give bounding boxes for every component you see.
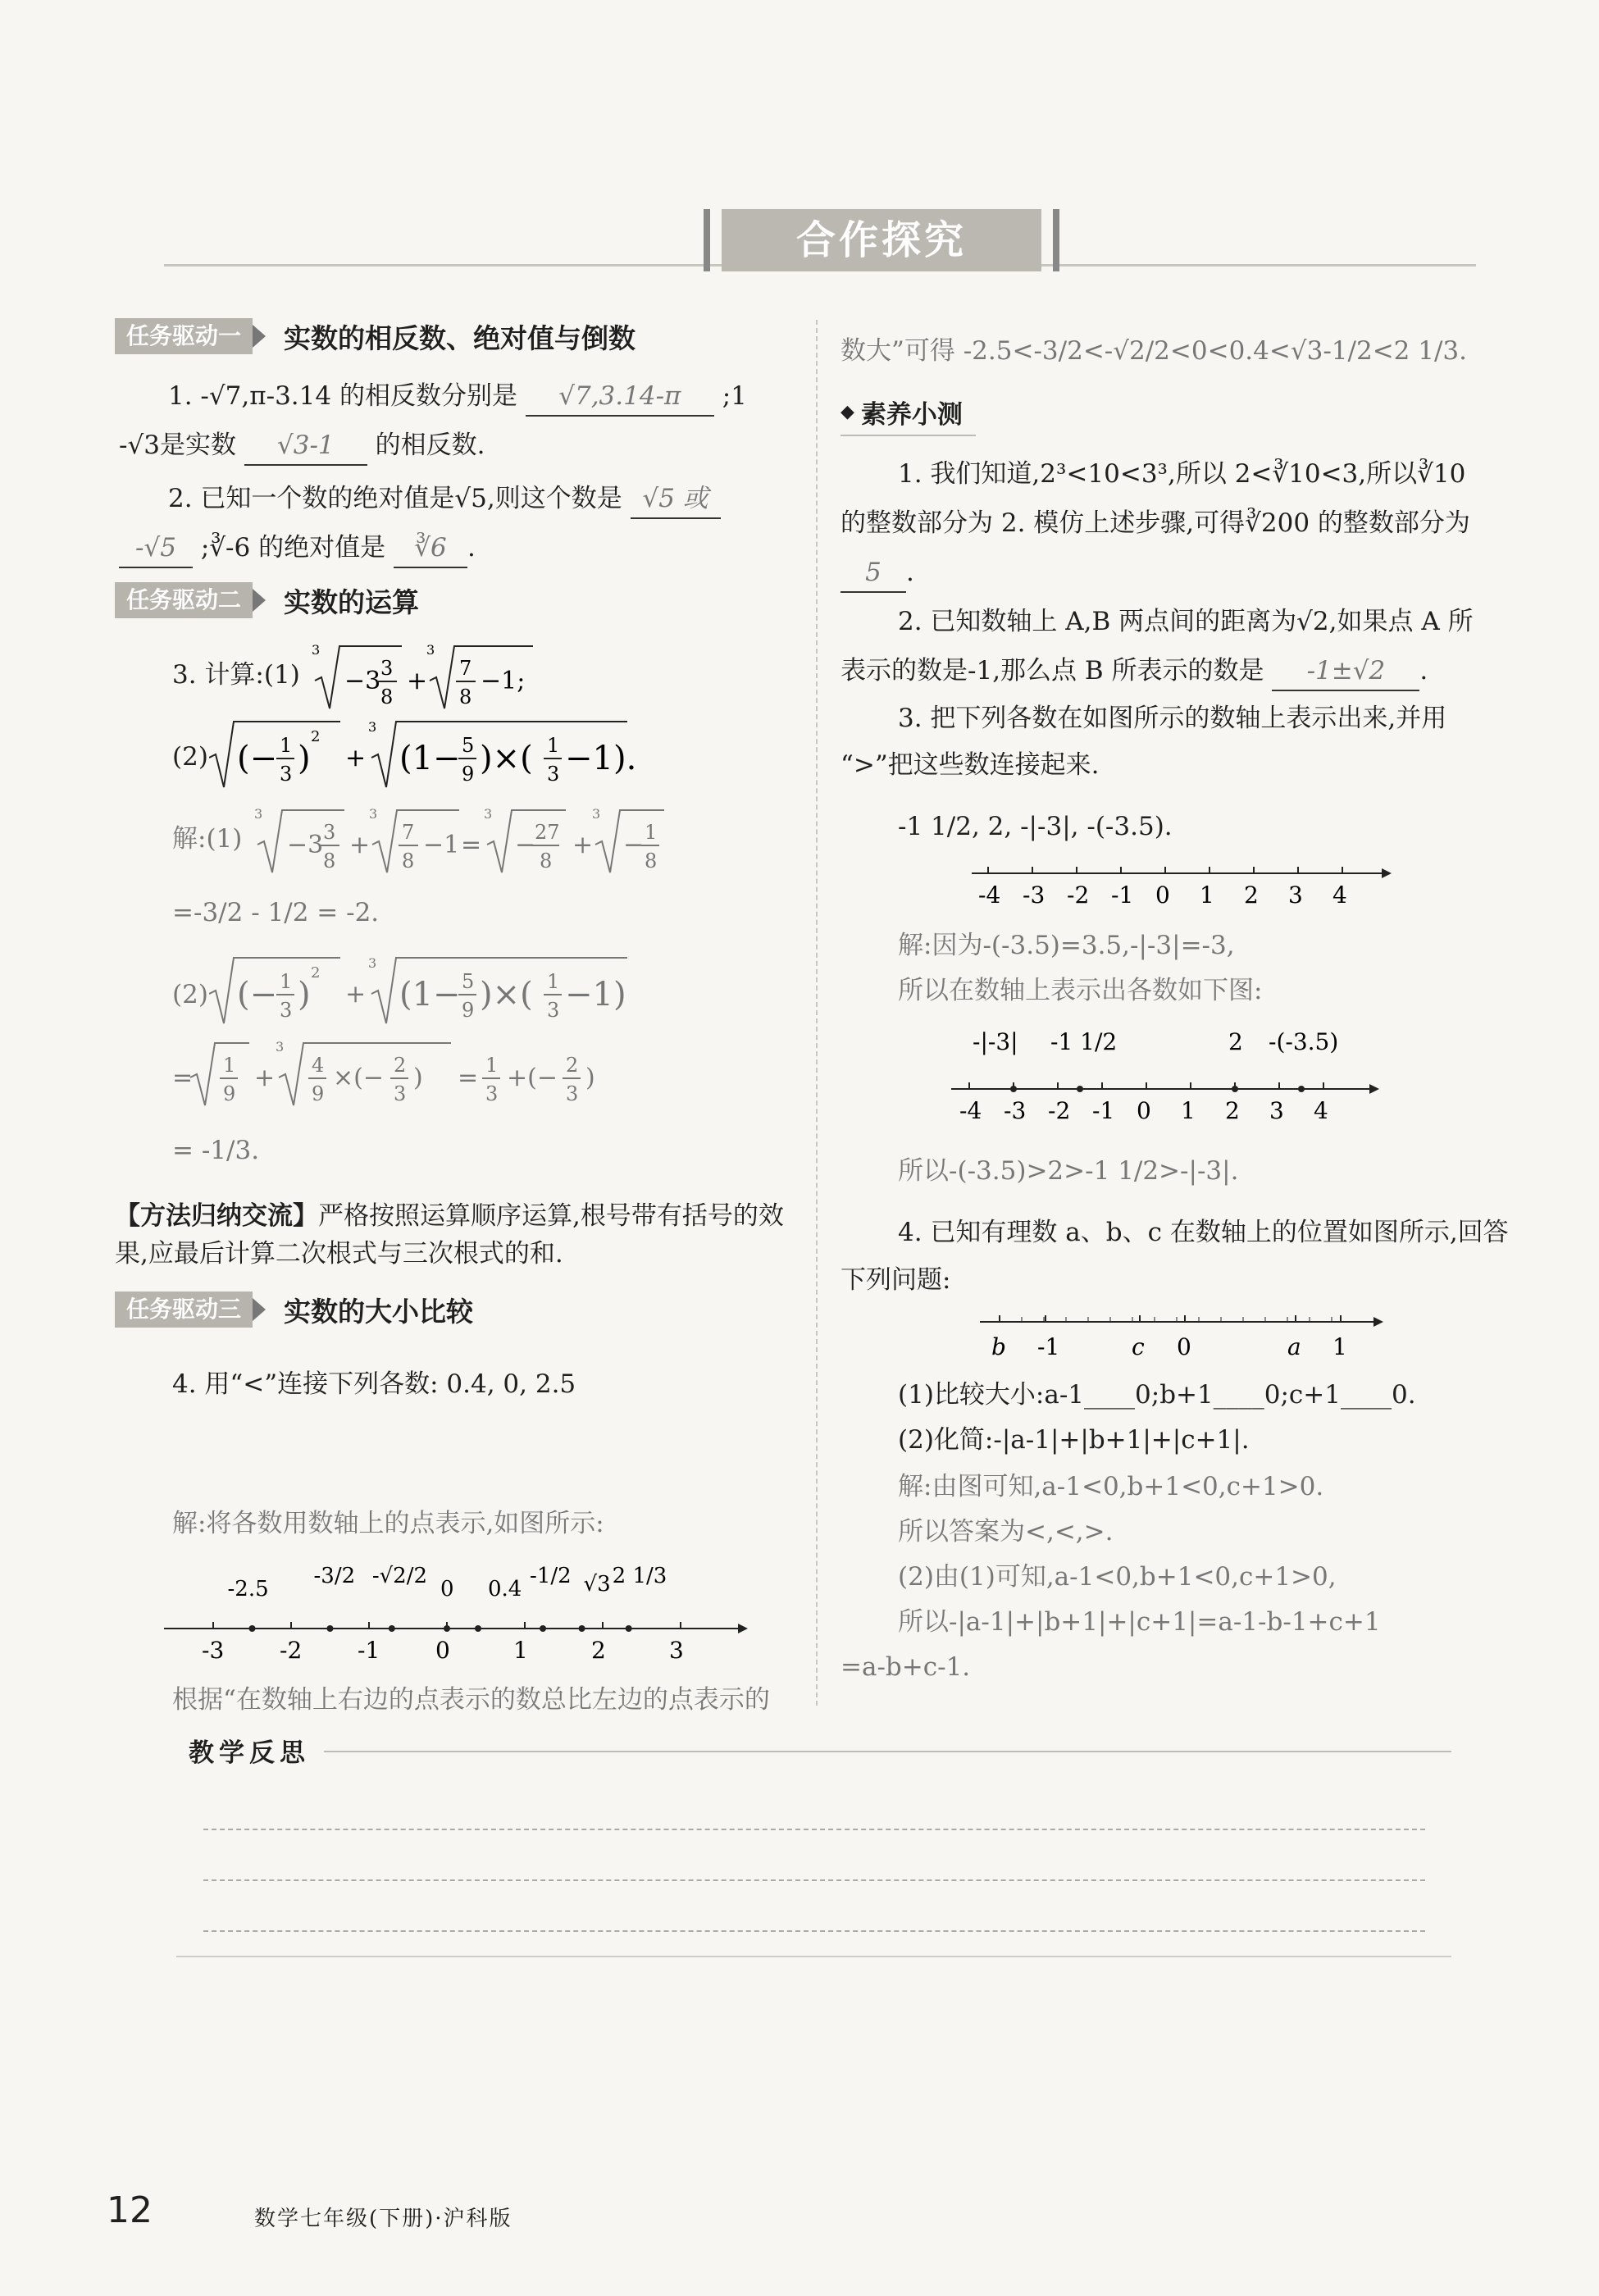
- svg-text:+: +: [254, 1064, 276, 1092]
- axis-tick-label: 1: [1200, 882, 1214, 909]
- quiz-4-sol3: (2)由(1)可知,a-1<0,b+1<0,c+1>0,: [898, 1562, 1337, 1592]
- svg-text:3: 3: [280, 763, 293, 786]
- task-title: 实数的运算: [284, 585, 420, 618]
- svg-text:3: 3: [484, 806, 493, 822]
- reflection-line: [203, 1829, 1425, 1830]
- quiz-header: ◆ 素养小测: [840, 400, 963, 430]
- svg-text:)×(: )×(: [480, 740, 533, 777]
- svg-text:9: 9: [462, 763, 475, 786]
- solution-2-final: = -1/3.: [172, 1136, 260, 1165]
- svg-text:3: 3: [254, 806, 263, 822]
- number-line-quiz3-blank: [972, 857, 1398, 914]
- arrow-icon: [253, 589, 266, 612]
- column-divider: [816, 320, 818, 1706]
- axis-tick-label: -2: [280, 1637, 303, 1664]
- svg-text:3: 3: [547, 763, 560, 786]
- arrow-icon: [253, 325, 266, 348]
- number-point-label: -3/2: [313, 1564, 356, 1588]
- reflection-line: [203, 1930, 1425, 1932]
- number-point-label: 0: [440, 1577, 454, 1601]
- svg-text:9: 9: [462, 999, 475, 1022]
- solution-2-line-2: [172, 1035, 656, 1117]
- axis-tick-label: -4: [978, 882, 1001, 909]
- number-point-label: 0.4: [488, 1577, 522, 1601]
- svg-text:(1−: (1−: [399, 740, 461, 777]
- reflection-bottom-rule: [176, 1956, 1451, 1957]
- svg-text:3: 3: [368, 955, 377, 971]
- arrow-icon: [253, 1298, 266, 1321]
- number-point: [249, 1625, 256, 1632]
- number-point: [327, 1625, 334, 1632]
- number-line-quiz3-answer: [951, 1017, 1394, 1132]
- number-point: [1232, 1086, 1238, 1092]
- axis-tick-label: -3: [1004, 1097, 1027, 1124]
- solution-2-label: (2): [172, 980, 208, 1009]
- svg-text:−1: −1: [423, 831, 460, 859]
- axis-tick-label: 3: [1269, 1097, 1284, 1124]
- svg-text:+: +: [345, 980, 367, 1009]
- svg-text:8: 8: [645, 850, 658, 872]
- quiz-4-part1: (1)比较大小:a-1____0;b+1____0;c+1____0.: [898, 1380, 1416, 1410]
- svg-text:+: +: [407, 667, 428, 695]
- quiz-3-sol2: 所以在数轴上表示出各数如下图:: [898, 976, 1263, 1005]
- task-title: 实数的相反数、绝对值与倒数: [284, 321, 636, 354]
- axis-tick-label: 3: [669, 1637, 684, 1664]
- task-header-3: [115, 1292, 473, 1328]
- axis-tick-label: a: [1287, 1333, 1301, 1360]
- svg-text:3: 3: [566, 1082, 579, 1105]
- number-point-label: -2.5: [227, 1577, 269, 1601]
- number-point-label: -1/2: [530, 1564, 572, 1588]
- task-tag: 任务驱动一: [115, 318, 253, 354]
- axis-tick-label: b: [991, 1333, 1006, 1360]
- svg-text:8: 8: [459, 686, 472, 708]
- number-point-label: √3: [583, 1572, 611, 1597]
- task-tag: 任务驱动三: [115, 1292, 253, 1328]
- axis-tick-label: 1: [1332, 1333, 1347, 1360]
- svg-text:8: 8: [380, 686, 394, 708]
- svg-text:1: 1: [280, 970, 293, 993]
- svg-text:−: −: [515, 831, 536, 859]
- svg-text:2: 2: [566, 1054, 579, 1077]
- svg-text:3: 3: [547, 999, 560, 1022]
- svg-text:8: 8: [402, 850, 415, 872]
- quiz-4-sol5: =a-b+c-1.: [840, 1652, 971, 1682]
- svg-text:3: 3: [592, 806, 601, 822]
- answer-blank: -√5: [119, 529, 193, 568]
- svg-text:+: +: [349, 831, 371, 859]
- svg-text:2: 2: [394, 1054, 407, 1077]
- section-banner: 合作探究: [722, 209, 1041, 271]
- number-point: [475, 1625, 481, 1632]
- svg-text:27: 27: [535, 821, 560, 844]
- svg-text:9: 9: [312, 1082, 325, 1105]
- axis-tick-label: -3: [202, 1637, 225, 1664]
- svg-text:+(−: +(−: [507, 1064, 558, 1092]
- number-point: [444, 1625, 450, 1632]
- solution-label: 解:(1): [172, 824, 243, 854]
- svg-text:(−: (−: [237, 740, 278, 777]
- question-3-part2-label: (2): [172, 742, 208, 772]
- svg-text:×(−: ×(−: [333, 1064, 384, 1092]
- reflection-top-rule: [324, 1751, 1451, 1752]
- quiz-1-line2: 的整数部分为 2. 模仿上述步骤,可得∛200 的整数部分为: [840, 508, 1470, 538]
- number-point: [579, 1625, 585, 1632]
- svg-text:): ): [585, 1064, 595, 1092]
- task-title: 实数的大小比较: [284, 1295, 474, 1328]
- axis-tick-label: -2: [1048, 1097, 1071, 1124]
- number-point-label: 2 1/3: [612, 1564, 667, 1588]
- svg-text:3: 3: [426, 642, 435, 658]
- axis-tick-label: -2: [1067, 882, 1090, 909]
- svg-text:3: 3: [323, 821, 336, 844]
- question-1-line1: 1. -√7,π-3.14 的相反数分别是 √7,3.14-π ;1: [168, 377, 747, 417]
- svg-text:+: +: [572, 831, 594, 859]
- solution-line-2: =-3/2 - 1/2 = -2.: [172, 898, 380, 927]
- solution-line-1: [254, 802, 713, 884]
- axis-tick-label: -4: [959, 1097, 982, 1124]
- svg-text:): ): [298, 976, 311, 1014]
- question-3-label: 3. 计算:(1): [172, 660, 300, 690]
- svg-text:3: 3: [368, 719, 377, 735]
- question-2-line2: -√5 ;∛-6 的绝对值是 ∛6 .: [119, 529, 476, 568]
- number-point: [1077, 1086, 1083, 1092]
- quiz-header-rule: [840, 435, 976, 436]
- answer-blank: √3-1: [244, 426, 367, 466]
- number-point: [540, 1625, 546, 1632]
- svg-text:+: +: [345, 744, 367, 772]
- axis-tick-label: 4: [1314, 1097, 1328, 1124]
- quiz-3-numbers: -1 1/2, 2, -|-3|, -(-3.5).: [898, 812, 1173, 841]
- svg-text:−1;: −1;: [481, 667, 526, 695]
- svg-text:5: 5: [462, 970, 475, 993]
- svg-text:3: 3: [394, 1082, 407, 1105]
- svg-text:3: 3: [276, 1039, 285, 1055]
- q3-expression-1: [312, 638, 558, 720]
- quiz-3-line1: 3. 把下列各数在如图所示的数轴上表示出来,并用: [898, 704, 1447, 733]
- number-point-label: -|-3|: [973, 1028, 1018, 1055]
- svg-text:3: 3: [312, 642, 321, 658]
- svg-text:=: =: [458, 1064, 479, 1092]
- svg-text:4: 4: [312, 1054, 325, 1077]
- svg-text:2: 2: [311, 728, 321, 745]
- quiz-3-sol1: 解:因为-(-3.5)=3.5,-|-3|=-3,: [898, 931, 1235, 960]
- quiz-4-sol2: 所以答案为<,<,>.: [898, 1517, 1114, 1547]
- answer-blank: √7,3.14-π: [526, 377, 714, 417]
- number-line-quiz4: [980, 1304, 1390, 1369]
- number-point: [1010, 1086, 1017, 1092]
- svg-text:−: −: [623, 831, 645, 859]
- axis-tick-label: -1: [1111, 882, 1134, 909]
- axis-tick-label: -1: [1037, 1333, 1060, 1360]
- solution-2-expression: [209, 951, 668, 1033]
- quiz-2-line1: 2. 已知数轴上 A,B 两点间的距离为√2,如果点 A 所: [898, 607, 1474, 636]
- task-header-2: [115, 582, 419, 618]
- svg-text:1: 1: [645, 821, 658, 844]
- axis-tick-label: 0: [435, 1637, 450, 1664]
- axis-tick-label: c: [1132, 1333, 1145, 1360]
- svg-text:5: 5: [462, 734, 475, 757]
- answer-blank: -1±√2: [1272, 652, 1419, 691]
- quiz-4-sol1: 解:由图可知,a-1<0,b+1<0,c+1>0.: [898, 1472, 1324, 1501]
- axis-tick-label: -1: [358, 1637, 380, 1664]
- axis-tick-label: 2: [1244, 882, 1259, 909]
- axis-tick-label: 2: [1225, 1097, 1240, 1124]
- svg-text:2: 2: [311, 964, 321, 982]
- quiz-4-line1: 4. 已知有理数 a、b、c 在数轴上的位置如图所示,回答: [898, 1218, 1509, 1247]
- quiz-3-line2: “>”把这些数连接起来.: [840, 750, 1100, 780]
- number-point-label: -√2/2: [371, 1564, 428, 1588]
- question-1-line2: -√3是实数 √3-1 的相反数.: [119, 426, 485, 466]
- diamond-icon: ◆: [840, 402, 854, 422]
- svg-text:1: 1: [485, 1054, 499, 1077]
- question-4-conclusion: 根据“在数轴上右边的点表示的数总比左边的点表示的: [172, 1685, 770, 1715]
- quiz-1-line1: 1. 我们知道,2³<10<3³,所以 2<∛10<3,所以∛10: [898, 459, 1466, 489]
- axis-tick-label: 1: [1181, 1097, 1196, 1124]
- answer-blank: √5 或: [631, 480, 721, 519]
- quiz-4-part2: (2)化简:-|a-1|+|b+1|+|c+1|.: [898, 1425, 1250, 1455]
- axis-tick-label: 0: [1137, 1097, 1151, 1124]
- q3-expression-2: [209, 715, 668, 797]
- svg-text:)×(: )×(: [480, 976, 533, 1014]
- quiz-1-line3: 5 .: [840, 554, 914, 593]
- axis-tick-label: -3: [1023, 882, 1046, 909]
- svg-text:=: =: [461, 831, 482, 859]
- svg-text:8: 8: [323, 850, 336, 872]
- number-point-label: 2: [1228, 1028, 1243, 1055]
- number-point: [626, 1625, 632, 1632]
- svg-text:3: 3: [280, 999, 293, 1022]
- svg-text:−3: −3: [344, 667, 381, 695]
- svg-text:(−: (−: [237, 976, 278, 1014]
- page-number: 12: [107, 2189, 153, 2231]
- axis-tick-label: 0: [1155, 882, 1170, 909]
- quiz-3-conclusion: 所以-(-3.5)>2>-1 1/2>-|-3|.: [898, 1156, 1239, 1186]
- svg-text:1: 1: [280, 734, 293, 757]
- task-header-1: [115, 318, 636, 354]
- reflection-title: 教学反思: [189, 1738, 310, 1768]
- quiz-4-line2: 下列问题:: [840, 1265, 951, 1295]
- svg-text:1: 1: [223, 1054, 236, 1077]
- svg-text:3: 3: [380, 657, 394, 680]
- svg-text:7: 7: [459, 657, 472, 680]
- svg-text:3: 3: [485, 1082, 499, 1105]
- svg-text:−3: −3: [287, 831, 324, 859]
- number-point-label: -1 1/2: [1050, 1028, 1118, 1055]
- svg-text:(1−: (1−: [399, 976, 461, 1014]
- axis-tick-label: -1: [1092, 1097, 1115, 1124]
- svg-text:1: 1: [547, 734, 560, 757]
- answer-blank: ∛6: [394, 529, 467, 568]
- svg-text:1: 1: [547, 970, 560, 993]
- axis-tick-label: 4: [1332, 882, 1347, 909]
- task-tag: 任务驱动二: [115, 582, 253, 618]
- svg-text:): ): [298, 740, 311, 777]
- axis-tick-label: 1: [513, 1637, 528, 1664]
- number-point: [389, 1625, 395, 1632]
- number-point: [1298, 1086, 1305, 1092]
- svg-text:3: 3: [369, 806, 378, 822]
- svg-text:7: 7: [402, 821, 415, 844]
- number-line-left: [164, 1550, 754, 1673]
- svg-text:−1): −1): [565, 976, 626, 1014]
- number-point-label: -(-3.5): [1269, 1028, 1339, 1055]
- axis-tick-label: 0: [1177, 1333, 1191, 1360]
- svg-text:9: 9: [223, 1082, 236, 1105]
- continuation-text: 数大”可得 -2.5<-3/2<-√2/2<0<0.4<√3-1/2<2 1/3.: [840, 336, 1467, 366]
- answer-blank: 5: [840, 554, 906, 593]
- quiz-4-sol4: 所以-|a-1|+|b+1|+|c+1|=a-1-b-1+c+1: [898, 1607, 1381, 1637]
- svg-text:=: =: [172, 1064, 194, 1092]
- svg-text:−1).: −1).: [565, 740, 637, 777]
- svg-text:8: 8: [540, 850, 553, 872]
- axis-tick-label: 3: [1288, 882, 1303, 909]
- svg-text:): ): [413, 1064, 423, 1092]
- question-4-text: 4. 用“<”连接下列各数: 0.4, 0, 2.5: [172, 1369, 576, 1399]
- reflection-line: [203, 1879, 1425, 1881]
- question-4-numbers: 0.4, 0, 2.5: [446, 1369, 576, 1399]
- method-summary: 【方法归纳交流】严格按照运算顺序运算,根号带有括号的效果,应最后计算二次根式与三次根式的和.: [115, 1201, 784, 1269]
- quiz-2-line2: 表示的数是-1,那么点 B 所表示的数是 -1±√2 .: [840, 652, 1428, 691]
- question-2-line1: 2. 已知一个数的绝对值是√5,则这个数是 √5 或: [168, 480, 721, 519]
- axis-tick-label: 2: [591, 1637, 606, 1664]
- book-title: 数学七年级(下册)·沪科版: [254, 2207, 512, 2231]
- question-4-solution: 解:将各数用数轴上的点表示,如图所示:: [172, 1509, 604, 1538]
